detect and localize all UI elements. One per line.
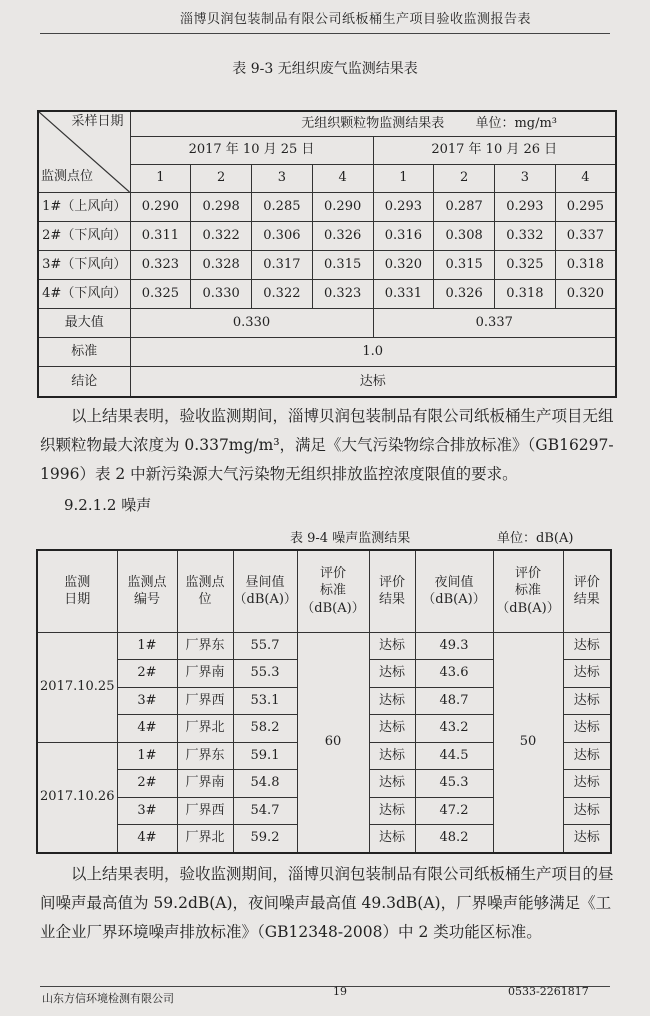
night-value: 44.5: [415, 742, 493, 770]
value-cell: 0.285: [252, 193, 313, 222]
corner-label-point: 监测点位: [41, 168, 94, 184]
value-cell: 0.298: [191, 193, 252, 222]
value-cell: 0.293: [373, 193, 434, 222]
table-subtitle-cell: [130, 111, 616, 137]
value-cell: 0.331: [373, 280, 434, 309]
value-cell: 0.290: [130, 193, 191, 222]
value-cell: 0.287: [434, 193, 495, 222]
value-cell: 0.320: [555, 280, 616, 309]
night-value: 45.3: [415, 770, 493, 798]
header-date: 监测 日期: [37, 550, 117, 632]
max-value-day1: 0.330: [130, 309, 373, 338]
table-row: [38, 193, 616, 222]
point-no: 2#: [117, 660, 177, 688]
value-cell: 0.322: [252, 280, 313, 309]
point-label: 2#（下风向）: [38, 222, 130, 251]
value-cell: 0.315: [312, 251, 373, 280]
sample-number: 4: [312, 165, 373, 193]
day-value: 59.1: [233, 742, 297, 770]
sample-number: 2: [434, 165, 495, 193]
header-point-no: 监测点 编号: [117, 550, 177, 632]
table-row: [37, 632, 611, 660]
night-value: 43.6: [415, 660, 493, 688]
header-night-value: 夜间值 （dB(A)）: [415, 550, 493, 632]
sample-number: 3: [495, 165, 556, 193]
table-row: [38, 251, 616, 280]
header-night-result: 评价 结果: [563, 550, 611, 632]
night-result: 达标: [563, 715, 611, 743]
day-value: 54.8: [233, 770, 297, 798]
paragraph-text: 以上结果表明，验收监测期间，淄博贝润包装制品有限公司纸板桶生产项目的昼间噪声最高值为 59.2dB(A)，夜间噪声最高值 49.3dB(A)，厂界噪声能够满足《工业企业厂界环境噪声排放标准》（GB12348-2008）中 2 类功能区标准。: [40, 865, 614, 941]
table-9-4-unit: 单位：dB(A): [497, 531, 574, 546]
paragraph-text: 以上结果表明，验收监测期间，淄博贝润包装制品有限公司纸板桶生产项目无组织颗粒物最大浓度为 0.337mg/m³，满足《大气污染物综合排放标准》（GB16297-1996）表 2 中新污染源大气污染物无组织排放监控浓度限值的要求。: [40, 407, 614, 483]
value-cell: 0.326: [312, 222, 373, 251]
page-number: 19: [333, 985, 347, 998]
value-cell: 0.318: [495, 280, 556, 309]
point-name: 厂界东: [177, 632, 233, 660]
point-no: 3#: [117, 687, 177, 715]
day-result: 达标: [369, 825, 415, 854]
date-header-1: 2017 年 10 月 25 日: [130, 137, 373, 165]
point-no: 4#: [117, 825, 177, 854]
header-day-standard: 评价 标准 （dB(A)）: [297, 550, 369, 632]
footer-company: 山东方信环境检测有限公司: [42, 992, 174, 1005]
value-cell: 0.325: [130, 280, 191, 309]
value-cell: 0.293: [495, 193, 556, 222]
section-heading-noise: 9.2.1.2 噪声: [64, 496, 152, 514]
point-no: 1#: [117, 742, 177, 770]
footer-phone: 0533-2261817: [508, 985, 589, 998]
night-result: 达标: [563, 660, 611, 688]
table-9-4-caption: 表 9-4 噪声监测结果: [290, 531, 411, 546]
night-value: 48.7: [415, 687, 493, 715]
value-cell: 0.320: [373, 251, 434, 280]
sample-number: 4: [555, 165, 616, 193]
date-cell: 2017.10.25: [37, 632, 117, 742]
day-result: 达标: [369, 715, 415, 743]
point-name: 厂界东: [177, 742, 233, 770]
day-result: 达标: [369, 742, 415, 770]
value-cell: 0.323: [130, 251, 191, 280]
value-cell: 0.323: [312, 280, 373, 309]
day-value: 55.3: [233, 660, 297, 688]
day-result: 达标: [369, 797, 415, 825]
value-cell: 0.290: [312, 193, 373, 222]
standard-label: 标准: [38, 338, 130, 367]
day-standard: 60: [297, 632, 369, 853]
conclusion-row: [38, 367, 616, 397]
header-divider: [40, 33, 610, 34]
night-result: 达标: [563, 742, 611, 770]
point-label: 4#（下风向）: [38, 280, 130, 309]
header-row: [37, 550, 611, 632]
table-subtitle: 无组织颗粒物监测结果表: [301, 115, 445, 131]
sample-number: 2: [191, 165, 252, 193]
date-cell: 2017.10.26: [37, 742, 117, 853]
date-header-2: 2017 年 10 月 26 日: [373, 137, 616, 165]
point-no: 4#: [117, 715, 177, 743]
value-cell: 0.328: [191, 251, 252, 280]
point-no: 2#: [117, 770, 177, 798]
night-result: 达标: [563, 687, 611, 715]
corner-label-date: 采样日期: [71, 114, 124, 129]
point-name: 厂界北: [177, 715, 233, 743]
night-value: 49.3: [415, 632, 493, 660]
point-name: 厂界西: [177, 687, 233, 715]
day-value: 58.2: [233, 715, 297, 743]
point-label: 3#（下风向）: [38, 251, 130, 280]
night-result: 达标: [563, 797, 611, 825]
dust-monitoring-table: [37, 110, 617, 398]
sample-number: 1: [373, 165, 434, 193]
standard-row: [38, 338, 616, 367]
header-night-standard: 评价 标准 （dB(A)）: [493, 550, 563, 632]
point-no: 3#: [117, 797, 177, 825]
day-value: 55.7: [233, 632, 297, 660]
value-cell: 0.330: [191, 280, 252, 309]
standard-value: 1.0: [130, 338, 616, 367]
value-cell: 0.308: [434, 222, 495, 251]
conclusion-label: 结论: [38, 367, 130, 397]
value-cell: 0.317: [252, 251, 313, 280]
table-unit: 单位：mg/m³: [475, 116, 558, 131]
conclusion-value: 达标: [130, 367, 616, 397]
header-day-value: 昼间值 （dB(A)）: [233, 550, 297, 632]
point-no: 1#: [117, 632, 177, 660]
night-standard: 50: [493, 632, 563, 853]
header-point: 监测点 位: [177, 550, 233, 632]
night-result: 达标: [563, 825, 611, 854]
point-label: 1#（上风向）: [38, 193, 130, 222]
value-cell: 0.326: [434, 280, 495, 309]
corner-header-cell: [38, 111, 130, 193]
noise-monitoring-table: [36, 549, 612, 854]
value-cell: 0.311: [130, 222, 191, 251]
night-result: 达标: [563, 770, 611, 798]
max-row: [38, 309, 616, 338]
value-cell: 0.322: [191, 222, 252, 251]
point-name: 厂界南: [177, 660, 233, 688]
night-value: 48.2: [415, 825, 493, 854]
day-result: 达标: [369, 632, 415, 660]
sample-number: 1: [130, 165, 191, 193]
value-cell: 0.315: [434, 251, 495, 280]
noise-conclusion-paragraph: [40, 860, 615, 947]
day-value: 59.2: [233, 825, 297, 854]
table-row: [38, 280, 616, 309]
point-name: 厂界南: [177, 770, 233, 798]
night-value: 43.2: [415, 715, 493, 743]
value-cell: 0.318: [555, 251, 616, 280]
night-value: 47.2: [415, 797, 493, 825]
value-cell: 0.332: [495, 222, 556, 251]
day-value: 53.1: [233, 687, 297, 715]
value-cell: 0.316: [373, 222, 434, 251]
day-result: 达标: [369, 770, 415, 798]
day-result: 达标: [369, 687, 415, 715]
value-cell: 0.337: [555, 222, 616, 251]
day-result: 达标: [369, 660, 415, 688]
point-name: 厂界北: [177, 825, 233, 854]
page-header-title: 淄博贝润包装制品有限公司纸板桶生产项目验收监测报告表: [180, 12, 532, 27]
value-cell: 0.306: [252, 222, 313, 251]
value-cell: 0.325: [495, 251, 556, 280]
table-row: [38, 222, 616, 251]
day-value: 54.7: [233, 797, 297, 825]
dust-conclusion-paragraph: [40, 402, 615, 489]
night-result: 达标: [563, 632, 611, 660]
point-name: 厂界西: [177, 797, 233, 825]
table-9-3-caption: 表 9-3 无组织废气监测结果表: [232, 61, 418, 77]
max-label: 最大值: [38, 309, 130, 338]
max-value-day2: 0.337: [373, 309, 616, 338]
header-day-result: 评价 结果: [369, 550, 415, 632]
sample-number: 3: [252, 165, 313, 193]
value-cell: 0.295: [555, 193, 616, 222]
